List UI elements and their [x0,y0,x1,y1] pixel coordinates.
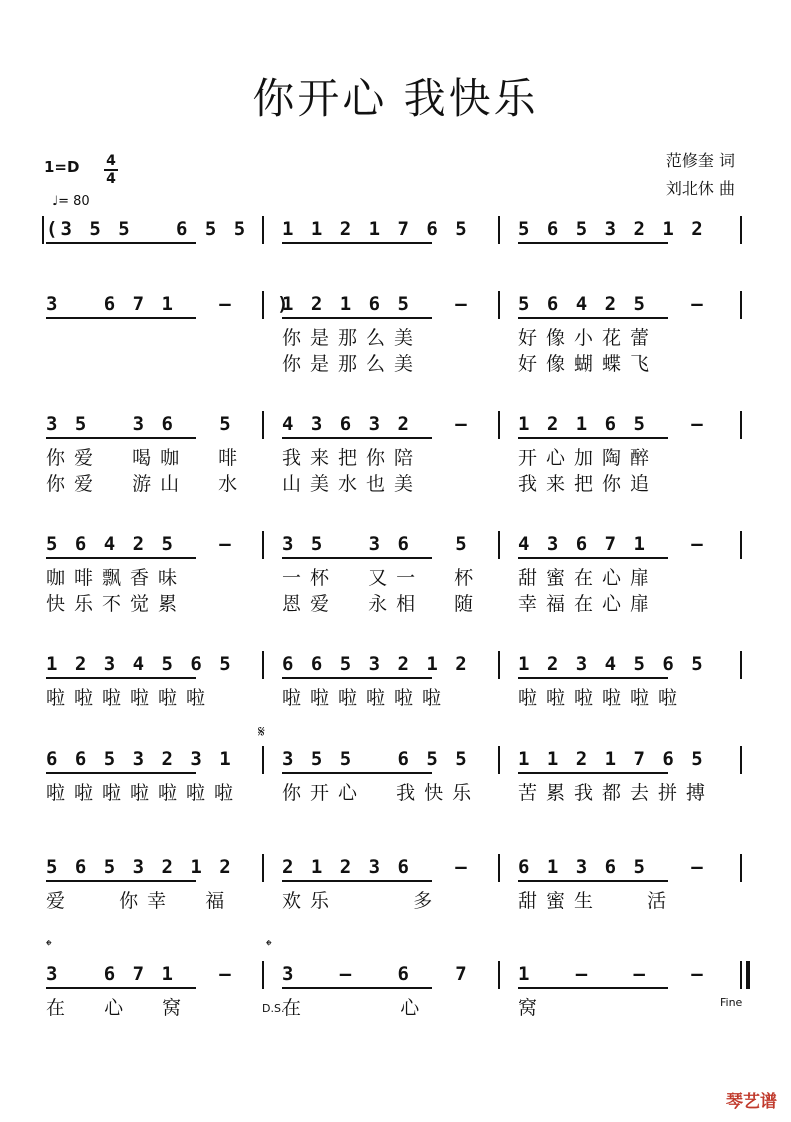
lyric-line-2: 我来把你追 [518,473,659,495]
measure-notes: 3 5 5 6 5 5 [282,748,470,770]
lyric-line-2: 恩爱 永相 随 [282,593,483,615]
fine-label: Fine [720,996,743,1009]
beam-underline [46,880,196,882]
beam-underline [518,557,668,559]
measure-notes: 5 6 5 3 2 1 2 [518,218,706,240]
bar-line [498,854,500,882]
beam-underline [46,772,196,774]
beam-underline [282,772,432,774]
beam-underline [518,242,668,244]
lyric-line-1: 爱 你幸 福 [46,890,234,912]
time-signature-top: 4 [106,153,116,169]
final-barline [746,961,750,989]
measure-notes: 5 6 5 3 2 1 2 [46,856,234,878]
bar-line [262,961,264,989]
lyric-line-1: 好像小花蕾 [518,327,659,349]
bar-line [740,531,742,559]
measure-notes: 3 6 7 1 – ) [46,293,292,315]
bar-line [740,746,742,774]
measure-notes: 6 6 5 3 2 1 2 [282,653,470,675]
bar-line [740,291,742,319]
lyric-line-2: 山美水也美 [282,473,423,495]
lyric-line-2: 快乐不觉累 [46,593,187,615]
measure-notes: 3 6 7 1 – [46,963,234,985]
beam-underline [282,437,432,439]
bar-line [740,854,742,882]
measure-notes: 1 1 2 1 7 6 5 [518,748,706,770]
lyric-line-1: 咖啡飘香味 [46,567,187,589]
measure-notes: 3 – 6 7 [282,963,470,985]
measure-notes: 1 2 3 4 5 6 5 [46,653,234,675]
measure-notes: 4 3 6 3 2 – [282,413,470,435]
beam-underline [282,242,432,244]
measure-notes: 5 6 4 2 5 – [46,533,234,555]
intro-bracket [42,216,44,244]
measure-notes: 4 3 6 7 1 – [518,533,706,555]
lyric-line-1: 啦啦啦啦啦啦啦 [46,782,243,804]
measure-notes: 1 – – – [518,963,706,985]
site-logo: 琴艺谱 [726,1092,777,1112]
measure-notes: (3 5 5 6 5 5 [46,218,249,240]
beam-underline [518,772,668,774]
lyric-line-1: 一杯 又一 杯 [282,567,483,589]
tempo-marking [52,194,90,209]
segno-icon: 𝄋 [258,722,265,741]
beam-underline [46,317,196,319]
beam-underline [518,987,668,989]
bar-line [740,961,742,989]
bar-line [262,854,264,882]
lyric-line-1: 甜蜜生 活 [518,890,676,912]
tempo-value: = 80 [58,194,90,209]
beam-underline [518,880,668,882]
beam-underline [518,677,668,679]
bar-line [262,411,264,439]
bar-line [740,216,742,244]
key-signature: 1=D [44,158,80,176]
time-signature [103,153,119,187]
quarter-note-icon: ♩ [52,194,59,209]
measure-notes: 6 6 5 3 2 3 1 [46,748,234,770]
bar-line [740,651,742,679]
bar-line [498,531,500,559]
beam-underline [46,557,196,559]
beam-underline [282,677,432,679]
beam-underline [46,987,196,989]
beam-underline [282,987,432,989]
beam-underline [518,317,668,319]
bar-line [262,216,264,244]
composer-credit: 刘北休 曲 [665,179,735,198]
time-signature-bottom: 4 [106,171,116,187]
measure-notes: 1 1 2 1 7 6 5 [282,218,470,240]
lyric-line-1: 苦累我都去拼搏 [518,782,715,804]
lyric-line-1: 你是那么美 [282,327,423,349]
bar-line [498,291,500,319]
lyric-line-2: 你爱 游山 水 [46,473,247,495]
beam-underline [518,437,668,439]
bar-line [262,531,264,559]
lyricist-credit: 范修奎 词 [665,151,735,170]
beam-underline [46,437,196,439]
ds-label: D.S. [262,1002,285,1015]
lyric-line-2: 你是那么美 [282,353,423,375]
bar-line [498,651,500,679]
measure-notes: 3 5 3 6 5 [282,533,470,555]
bar-line [498,746,500,774]
bar-line [262,746,264,774]
lyric-line-1: 啦啦啦啦啦啦 [282,687,451,709]
measure-notes: 6 1 3 6 5 – [518,856,706,878]
lyric-line-2: 好像蝴蝶飞 [518,353,659,375]
beam-underline [46,242,196,244]
beam-underline [46,677,196,679]
lyric-line-2: 幸福在心扉 [518,593,659,615]
measure-notes: 1 2 1 6 5 – [282,293,470,315]
bar-line [498,961,500,989]
beam-underline [282,880,432,882]
lyric-line-1: 欢乐 多 [282,890,442,912]
beam-underline [282,557,432,559]
song-title: 你开心 我快乐 [252,74,539,123]
lyric-line-1: 啦啦啦啦啦啦 [46,687,215,709]
bar-line [498,411,500,439]
beam-underline [282,317,432,319]
lyric-line-1: 在 心 [282,997,519,1019]
coda-icon: 𝄌 [46,936,52,955]
bar-line [498,216,500,244]
lyric-line-1: 窝 [518,997,547,1019]
lyric-line-1: 在 心 窝 [46,997,191,1019]
measure-notes: 2 1 2 3 6 – [282,856,470,878]
lyric-line-1: 甜蜜在心扉 [518,567,659,589]
measure-notes: 3 5 3 6 5 [46,413,234,435]
lyric-line-1: 开心加陶醉 [518,447,659,469]
bar-line [262,651,264,679]
lyric-line-1: 你开心 我快乐 [282,782,481,804]
coda-icon-2: 𝄌 [266,936,272,955]
measure-notes: 5 6 4 2 5 – [518,293,706,315]
measure-notes: 1 2 1 6 5 – [518,413,706,435]
bar-line [740,411,742,439]
lyric-line-1: 你爱 喝咖 啡 [46,447,247,469]
lyric-line-1: 我来把你陪 [282,447,423,469]
measure-notes: 1 2 3 4 5 6 5 [518,653,706,675]
lyric-line-1: 啦啦啦啦啦啦 [518,687,687,709]
